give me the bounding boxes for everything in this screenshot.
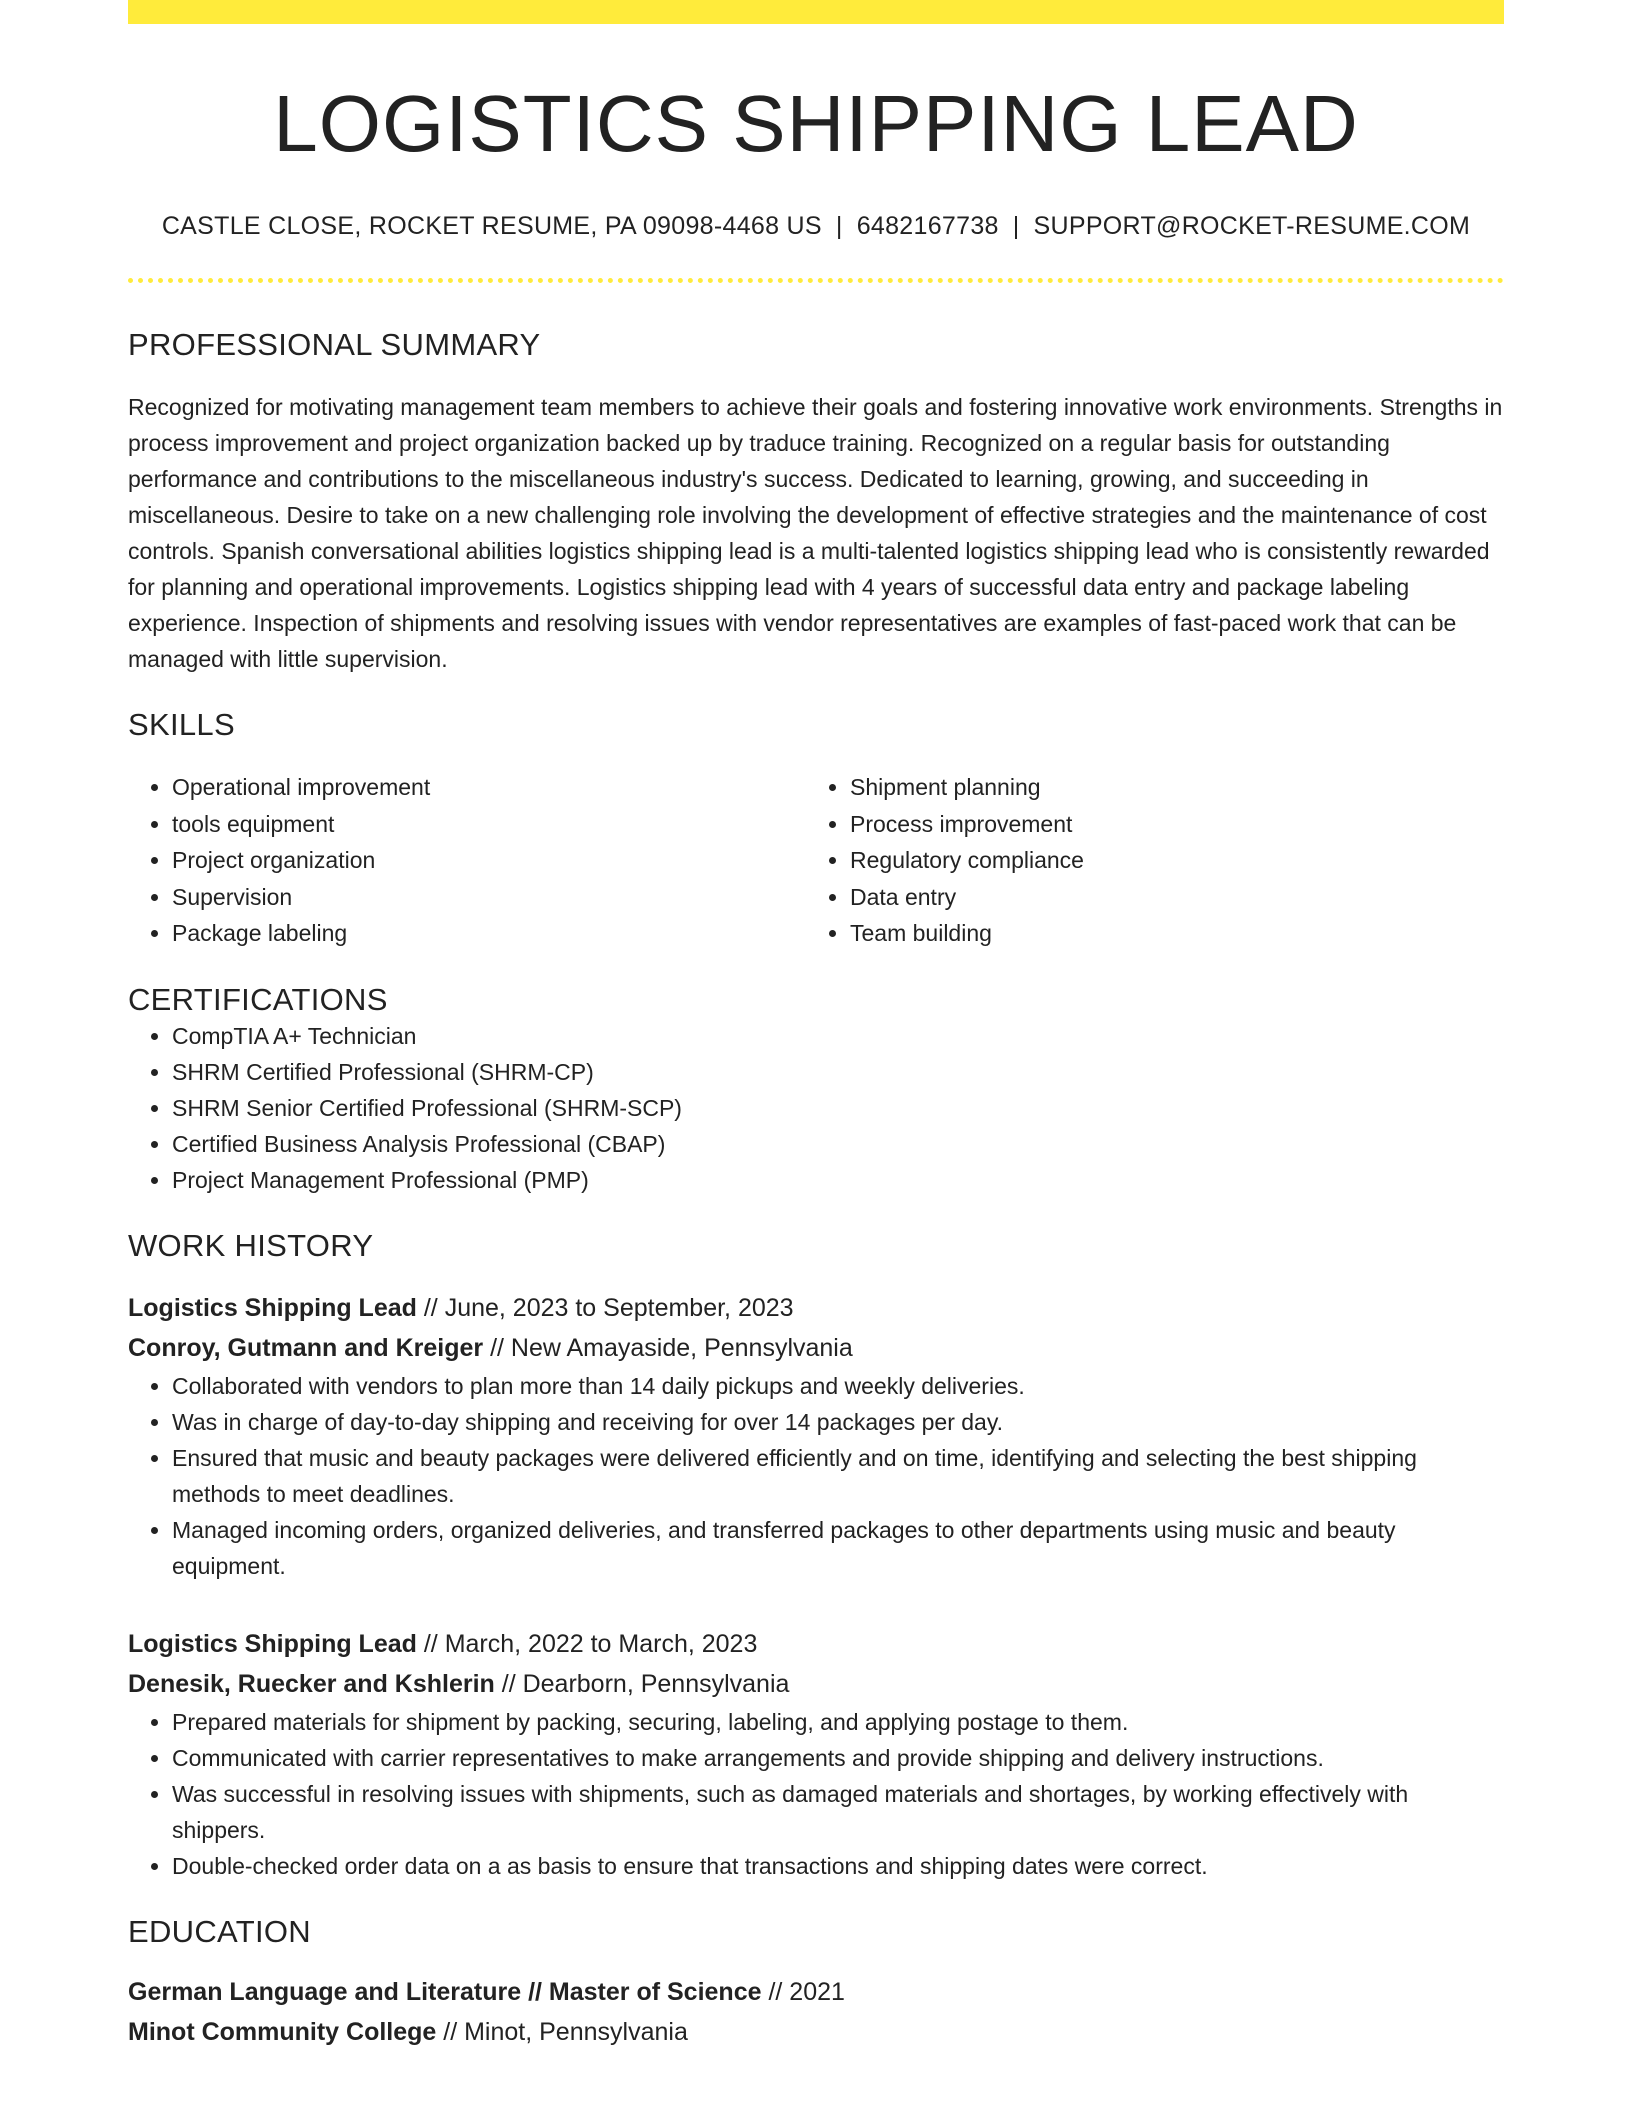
resume-name: LOGISTICS SHIPPING LEAD [273, 79, 1359, 168]
education-entry [128, 1972, 1504, 2052]
job-bullets [128, 1704, 1504, 1884]
education-degree-line [128, 1972, 1504, 2012]
skill-item: • Process improvement [850, 806, 1484, 843]
skill-item: • Data entry [850, 879, 1484, 916]
job-title-line [128, 1624, 1504, 1664]
education-location: // Minot, Pennsylvania [436, 2017, 688, 2046]
skill-item: • Team building [850, 915, 1484, 952]
job-dates: // March, 2022 to March, 2023 [416, 1629, 758, 1658]
education-degree: German Language and Literature // Master of Science [128, 1977, 762, 2006]
job-bullet: • Ensured that music and beauty packages were delivered efficiently and on time, identifying and selecting the best shipping methods to meet deadlines. [172, 1440, 1504, 1512]
education-school: Minot Community College [128, 2017, 437, 2046]
job-dates: // June, 2023 to September, 2023 [416, 1293, 794, 1322]
job-company-line [128, 1664, 1504, 1704]
job-bullet: • Communicated with carrier representatives to make arrangements and provide shipping and delivery instructions. [172, 1740, 1504, 1776]
skills-grid [128, 769, 1504, 952]
skills-list-left [128, 769, 806, 952]
education-year: // 2021 [761, 1977, 845, 2006]
job-company: Conroy, Gutmann and Kreiger [128, 1333, 484, 1362]
job-location: // Dearborn, Pennsylvania [494, 1669, 790, 1698]
section-title-work-history: WORK HISTORY [128, 1227, 374, 1263]
contact-separator: | [835, 212, 843, 240]
certification-item: • CompTIA A+ Technician [172, 1018, 1504, 1054]
job-location: // New Amayaside, Pennsylvania [483, 1333, 853, 1362]
job-entry [128, 1288, 1504, 1584]
job-role: Logistics Shipping Lead [128, 1629, 417, 1658]
top-accent-bar [128, 0, 1504, 24]
contact-separator: | [1012, 212, 1020, 240]
contact-line [128, 212, 1504, 241]
skill-item: • Package labeling [172, 915, 806, 952]
certification-item: • Project Management Professional (PMP) [172, 1162, 1504, 1198]
job-bullets [128, 1368, 1504, 1584]
section-title-skills: SKILLS [128, 707, 235, 742]
education-school-line [128, 2012, 1504, 2052]
contact-address: CASTLE CLOSE, ROCKET RESUME, PA 09098-4468 US [161, 212, 822, 240]
job-bullet: • Double-checked order data on a as basis to ensure that transactions and shipping dates were correct. [172, 1848, 1504, 1884]
resume-page [128, 0, 1504, 2052]
job-role: Logistics Shipping Lead [128, 1293, 417, 1322]
certifications-list [128, 1018, 1504, 1198]
job-bullet: • Prepared materials for shipment by packing, securing, labeling, and applying postage to them. [172, 1704, 1504, 1740]
skill-item: • Project organization [172, 842, 806, 879]
job-bullet: • Collaborated with vendors to plan more than 14 daily pickups and weekly deliveries. [172, 1368, 1504, 1404]
job-bullet: • Was successful in resolving issues with shipments, such as damaged materials and shortages, by working effectively with shippers. [172, 1776, 1504, 1848]
job-bullet: • Was in charge of day-to-day shipping and receiving for over 14 packages per day. [172, 1404, 1504, 1440]
job-title-line [128, 1288, 1504, 1328]
certification-item: • Certified Business Analysis Professional (CBAP) [172, 1126, 1504, 1162]
certification-item: • SHRM Senior Certified Professional (SHRM-SCP) [172, 1090, 1504, 1126]
section-title-summary: PROFESSIONAL SUMMARY [128, 327, 541, 362]
skill-item: • Operational improvement [172, 769, 806, 806]
header-divider [128, 278, 1504, 283]
contact-phone: 6482167738 [856, 212, 999, 240]
section-title-certifications: CERTIFICATIONS [128, 981, 388, 1017]
skills-list-right [806, 769, 1484, 952]
certification-item: • SHRM Certified Professional (SHRM-CP) [172, 1054, 1504, 1090]
job-company-line [128, 1328, 1504, 1368]
skill-item: • Regulatory compliance [850, 842, 1484, 879]
skill-item: • Supervision [172, 879, 806, 916]
summary-paragraph: Recognized for motivating management team members to achieve their goals and fostering innovative work environments. Strengths in process improvement and project organization backed up by traduce training. Recognized on a regular basis for outstanding performance and contributions to the miscellaneous industry's success. Dedicated to learning, growing, and succeeding in miscellaneous. Desire to take on a new challenging role involving the development of effective strategies and the maintenance of cost controls. Spanish conversational abilities logistics shipping lead is a multi-talented logistics shipping lead who is consistently rewarded for planning and operational improvements. Logistics shipping lead with 4 years of successful data entry and package labeling experience. Inspection of shipments and resolving issues with vendor representatives are examples of fast-paced work that can be managed with little supervision. [128, 394, 1503, 672]
job-bullet: • Managed incoming orders, organized deliveries, and transferred packages to other departments using music and beauty equipment. [172, 1512, 1504, 1584]
job-entry [128, 1624, 1504, 1884]
contact-email[interactable]: SUPPORT@ROCKET-RESUME.COM [1033, 212, 1471, 240]
skill-item: • tools equipment [172, 806, 806, 843]
skill-item: • Shipment planning [850, 769, 1484, 806]
section-title-education: EDUCATION [128, 1913, 311, 1949]
job-company: Denesik, Ruecker and Kshlerin [128, 1669, 495, 1698]
